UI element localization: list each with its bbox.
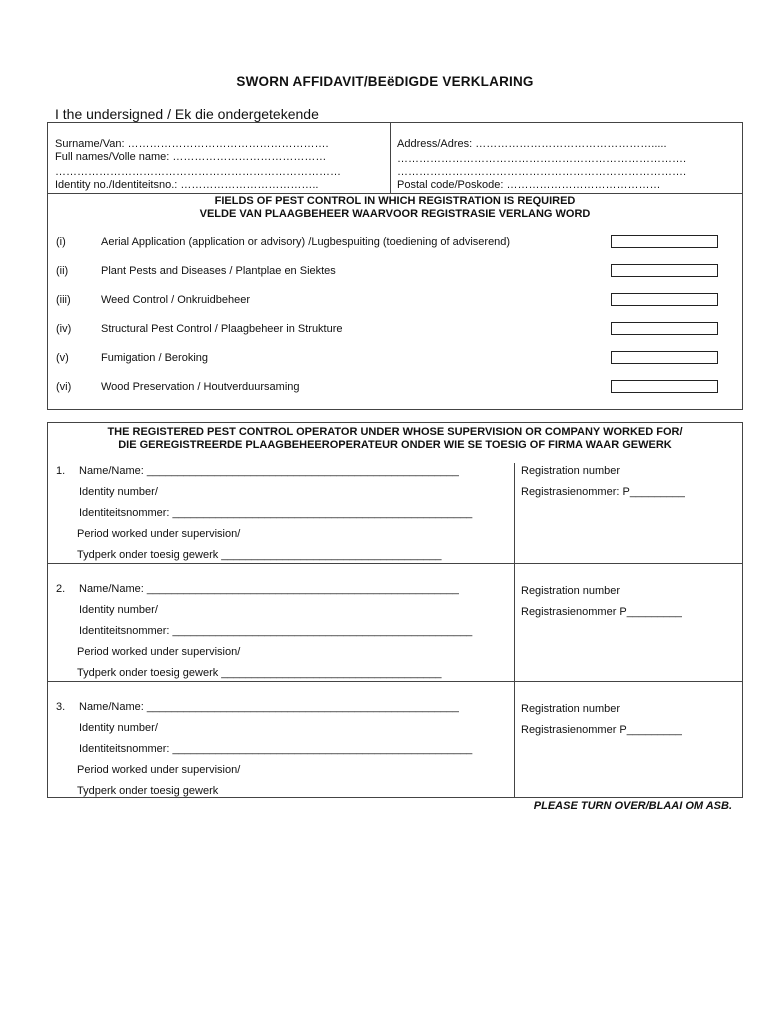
personal-and-fields-box — [47, 122, 743, 410]
field-checkbox-fumigation[interactable] — [611, 351, 718, 364]
entry-number: 2. — [56, 583, 66, 595]
fields-heading-en: FIELDS OF PEST CONTROL IN WHICH REGISTRATION IS REQUIRED — [214, 195, 576, 207]
full-names-field[interactable]: Full names/Volle name: …………………………………… — [55, 151, 327, 163]
field-number: (i) — [56, 236, 66, 248]
postal-code-field[interactable]: Postal code/Poskode: …………………………………… — [397, 179, 661, 191]
address-line-2[interactable]: ……………………………………………………………………. — [397, 153, 687, 165]
section-divider — [48, 193, 742, 194]
field-label: Plant Pests and Diseases / Plantplae en Siektes — [101, 265, 336, 277]
field-checkbox-weed-control[interactable] — [611, 293, 718, 306]
identity-number-field[interactable]: Identiteitsnommer: _________________________________________________ — [79, 743, 473, 755]
field-label: Aerial Application (application or advisory) /Lugbespuiting (toediening of adviserend) — [101, 236, 511, 248]
period-label: Period worked under supervision/ — [77, 646, 241, 658]
field-label: Structural Pest Control / Plaagbeheer in Strukture — [101, 323, 343, 335]
fields-heading-af: VELDE VAN PLAAGBEHEER WAARVOOR REGISTRASIE VERLANG WORD — [199, 208, 591, 220]
operator-name-field[interactable]: Name/Name: ___________________________________________________ — [79, 465, 459, 477]
operators-column-divider — [514, 463, 515, 797]
field-number: (iii) — [56, 294, 71, 306]
identity-number-field[interactable]: Identity no./Identiteitsno.: ……………………………….. — [55, 179, 319, 191]
operators-heading-en: THE REGISTERED PEST CONTROL OPERATOR UNDER WHOSE SUPERVISION OR COMPANY WORKED FOR/ — [107, 426, 683, 438]
operators-heading-af: DIE GEREGISTREERDE PLAAGBEHEEROPERATEUR ONDER WIE SE TOESIG OF FIRMA WAAR GEWERK — [118, 439, 672, 451]
entry-number: 1. — [56, 465, 66, 477]
entry-number: 3. — [56, 701, 66, 713]
field-label: Fumigation / Beroking — [101, 352, 208, 364]
period-label: Period worked under supervision/ — [77, 528, 241, 540]
operator-name-field[interactable]: Name/Name: ___________________________________________________ — [79, 583, 459, 595]
field-checkbox-plant-pests[interactable] — [611, 264, 718, 277]
field-label: Wood Preservation / Houtverduursaming — [101, 381, 300, 393]
address-line-3[interactable]: ……………………………………………………………………. — [397, 166, 687, 178]
field-label: Weed Control / Onkruidbeheer — [101, 294, 250, 306]
registration-label: Registration number — [521, 703, 621, 715]
period-field[interactable]: Tydperk onder toesig gewerk ____________________________________ — [77, 667, 442, 679]
page-title: SWORN AFFIDAVIT/BEëDIGDE VERKLARING — [236, 74, 534, 89]
operators-box — [47, 422, 743, 798]
identity-label: Identity number/ — [79, 722, 158, 734]
period-field[interactable]: Tydperk onder toesig gewerk — [77, 785, 219, 797]
identity-label: Identity number/ — [79, 486, 158, 498]
full-names-continuation[interactable]: …………………………………………………………………… — [55, 166, 341, 178]
column-divider — [390, 123, 391, 193]
entry-divider — [48, 563, 742, 564]
field-number: (vi) — [56, 381, 72, 393]
registration-number-field[interactable]: Registrasienommer P_________ — [521, 606, 682, 618]
identity-number-field[interactable]: Identiteitsnommer: _________________________________________________ — [79, 625, 473, 637]
turn-over-note: PLEASE TURN OVER/BLAAI OM ASB. — [533, 800, 732, 812]
period-label: Period worked under supervision/ — [77, 764, 241, 776]
address-field[interactable]: Address/Adres: …………………………………………..... — [397, 138, 667, 150]
field-checkbox-aerial[interactable] — [611, 235, 718, 248]
field-number: (v) — [56, 352, 69, 364]
field-checkbox-wood-preservation[interactable] — [611, 380, 718, 393]
entry-divider — [48, 681, 742, 682]
operator-name-field[interactable]: Name/Name: ___________________________________________________ — [79, 701, 459, 713]
field-checkbox-structural[interactable] — [611, 322, 718, 335]
registration-number-field[interactable]: Registrasienommer: P_________ — [521, 486, 685, 498]
period-field[interactable]: Tydperk onder toesig gewerk ____________________________________ — [77, 549, 442, 561]
field-number: (ii) — [56, 265, 69, 277]
intro-text: I the undersigned / Ek die ondergetekende — [55, 106, 319, 122]
identity-number-field[interactable]: Identiteitsnommer: _________________________________________________ — [79, 507, 473, 519]
registration-label: Registration number — [521, 465, 621, 477]
identity-label: Identity number/ — [79, 604, 158, 616]
surname-field[interactable]: Surname/Van: ………………………………………………. — [55, 138, 329, 150]
registration-number-field[interactable]: Registrasienommer P_________ — [521, 724, 682, 736]
field-number: (iv) — [56, 323, 72, 335]
registration-label: Registration number — [521, 585, 621, 597]
